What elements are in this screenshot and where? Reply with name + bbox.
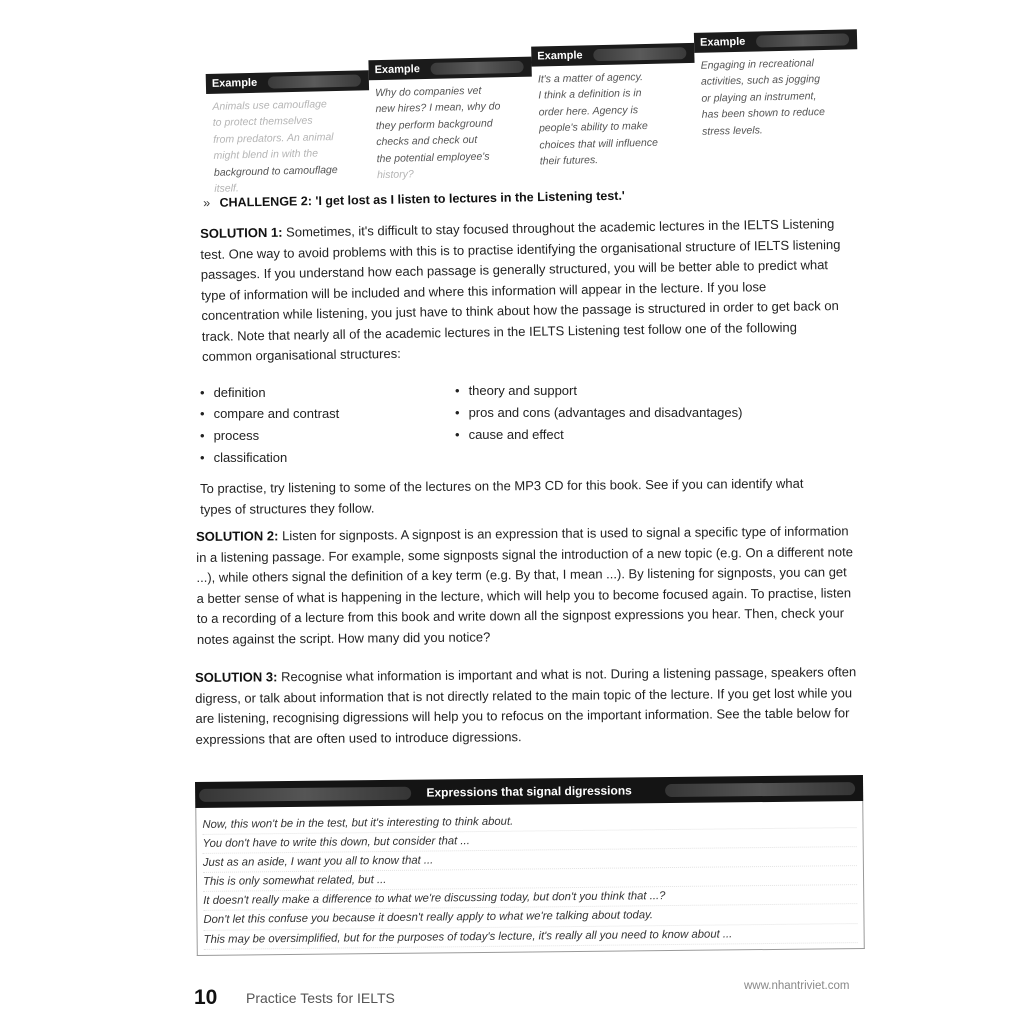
table-row: It doesn't really make a difference to what we're discussing today, but don't you think that ...? <box>203 885 857 911</box>
page-number: 10 <box>194 986 218 1009</box>
challenge-quote: 'I get lost as I listen to lectures in the Listening test.' <box>315 188 625 209</box>
list-item: • compare and contrast <box>200 406 339 421</box>
challenge-label: CHALLENGE 2: <box>219 194 313 210</box>
redaction-blur <box>665 782 855 797</box>
redaction-blur <box>199 787 411 802</box>
solution-text: Sometimes, it's difficult to stay focused throughout the academic lectures in the IELTS Listening test. One way to avoid problems with this is to practise identifying the organisational structure of IELTS listening passages. If you understand how each passage is generally structured, you will be better able to predict what type of information will be included and where this information will appear in the lecture. If you lose concentration while listening, you just have to think about how the passage is structured in order to get back on track. Note that nearly all of the academic lectures in the IELTS Listening test follow one of the following common organisational structures: <box>200 216 841 364</box>
example-text: Why do companies vet new hires? I mean, why do they perform background checks and check out the potential employee's history? <box>375 84 501 182</box>
table-row: This is only somewhat related, but ... <box>203 866 857 892</box>
list-item: • definition <box>200 385 266 400</box>
digressions-table-header: Expressions that signal digressions <box>195 775 863 808</box>
book-title: Practice Tests for IELTS <box>246 990 395 1006</box>
solution-text: Recognise what information is important and what is not. During a listening passage, speakers often digress, or talk about information that is not directly related to the main topic of the lecture. If you get lost while you are listening, recognising digressions will help you to refocus on the important information. See the table below for expressions that are often used to introduce digressions. <box>195 664 857 747</box>
solution-1-paragraph <box>200 214 842 368</box>
challenge-marker: » <box>203 195 211 210</box>
example-header: Example <box>531 43 694 67</box>
list-item: • pros and cons (advantages and disadvantages) <box>455 405 742 420</box>
practise-paragraph: To practise, try listening to some of the lectures on the MP3 CD for this book. See if you can identify what types of structures they follow. <box>200 475 804 517</box>
solution-3-paragraph <box>195 662 860 750</box>
solution-text: Listen for signposts. A signpost is an expression that is used to signal a specific type of information in a listening passage. For example, some signposts signal the introduction of a new topic (e.g. On a different note ...), while others signal the definition of a key term (e.g. By that, I mean ...). By listening for signposts, you can get a better sense of what is happening in the lecture, which will help you to become focused again. To practise, listen to a recording of a lecture from this book and write down all the signpost expressions you hear. Then, check your notes against the script. How many did you notice? <box>196 523 853 647</box>
table-row: Now, this won't be in the test, but it's interesting to think about. <box>202 809 856 835</box>
example-header: Example <box>368 57 531 81</box>
solution-label: SOLUTION 3: <box>195 669 278 685</box>
table-row: Don't let this confuse you because it doesn't really apply to what we're talking about today. <box>203 905 857 931</box>
list-item: • classification <box>200 450 287 465</box>
redaction-blur <box>268 74 361 88</box>
table-row: Just as an aside, I want you all to know that ... <box>203 847 857 873</box>
redaction-blur <box>756 33 849 47</box>
website-url: www.nhantriviet.com <box>744 980 850 992</box>
redaction-blur <box>430 61 523 75</box>
list-item: • process <box>200 428 259 443</box>
example-header: Example <box>694 29 857 53</box>
redaction-blur <box>593 47 686 61</box>
example-text: Animals use camouflage to protect themselves from predators. An animal might blend in with the background to camouflage itself. <box>212 98 338 195</box>
table-row: You don't have to write this down, but consider that ... <box>203 828 857 854</box>
solution-2-paragraph <box>196 521 857 650</box>
list-item: • cause and effect <box>455 427 564 442</box>
list-item: • theory and support <box>455 383 577 398</box>
example-text: It's a matter of agency. I think a definition is in order here. Agency is people's ability to make choices that will influence their futures. <box>537 71 658 168</box>
example-column <box>368 57 534 211</box>
example-header: Example <box>206 70 369 94</box>
digressions-table-body <box>195 801 865 956</box>
example-text: Engaging in recreational activities, such as jogging or playing an instrument, has been shown to reduce stress levels. <box>700 57 826 138</box>
example-column <box>531 43 697 197</box>
example-table <box>205 29 860 194</box>
solution-label: SOLUTION 1: <box>200 224 283 241</box>
digressions-table <box>195 775 865 957</box>
solution-label: SOLUTION 2: <box>196 528 279 544</box>
example-column <box>694 29 860 183</box>
table-row: This may be oversimplified, but for the purposes of today's lecture, it's really all you need to know about ... <box>204 924 858 950</box>
